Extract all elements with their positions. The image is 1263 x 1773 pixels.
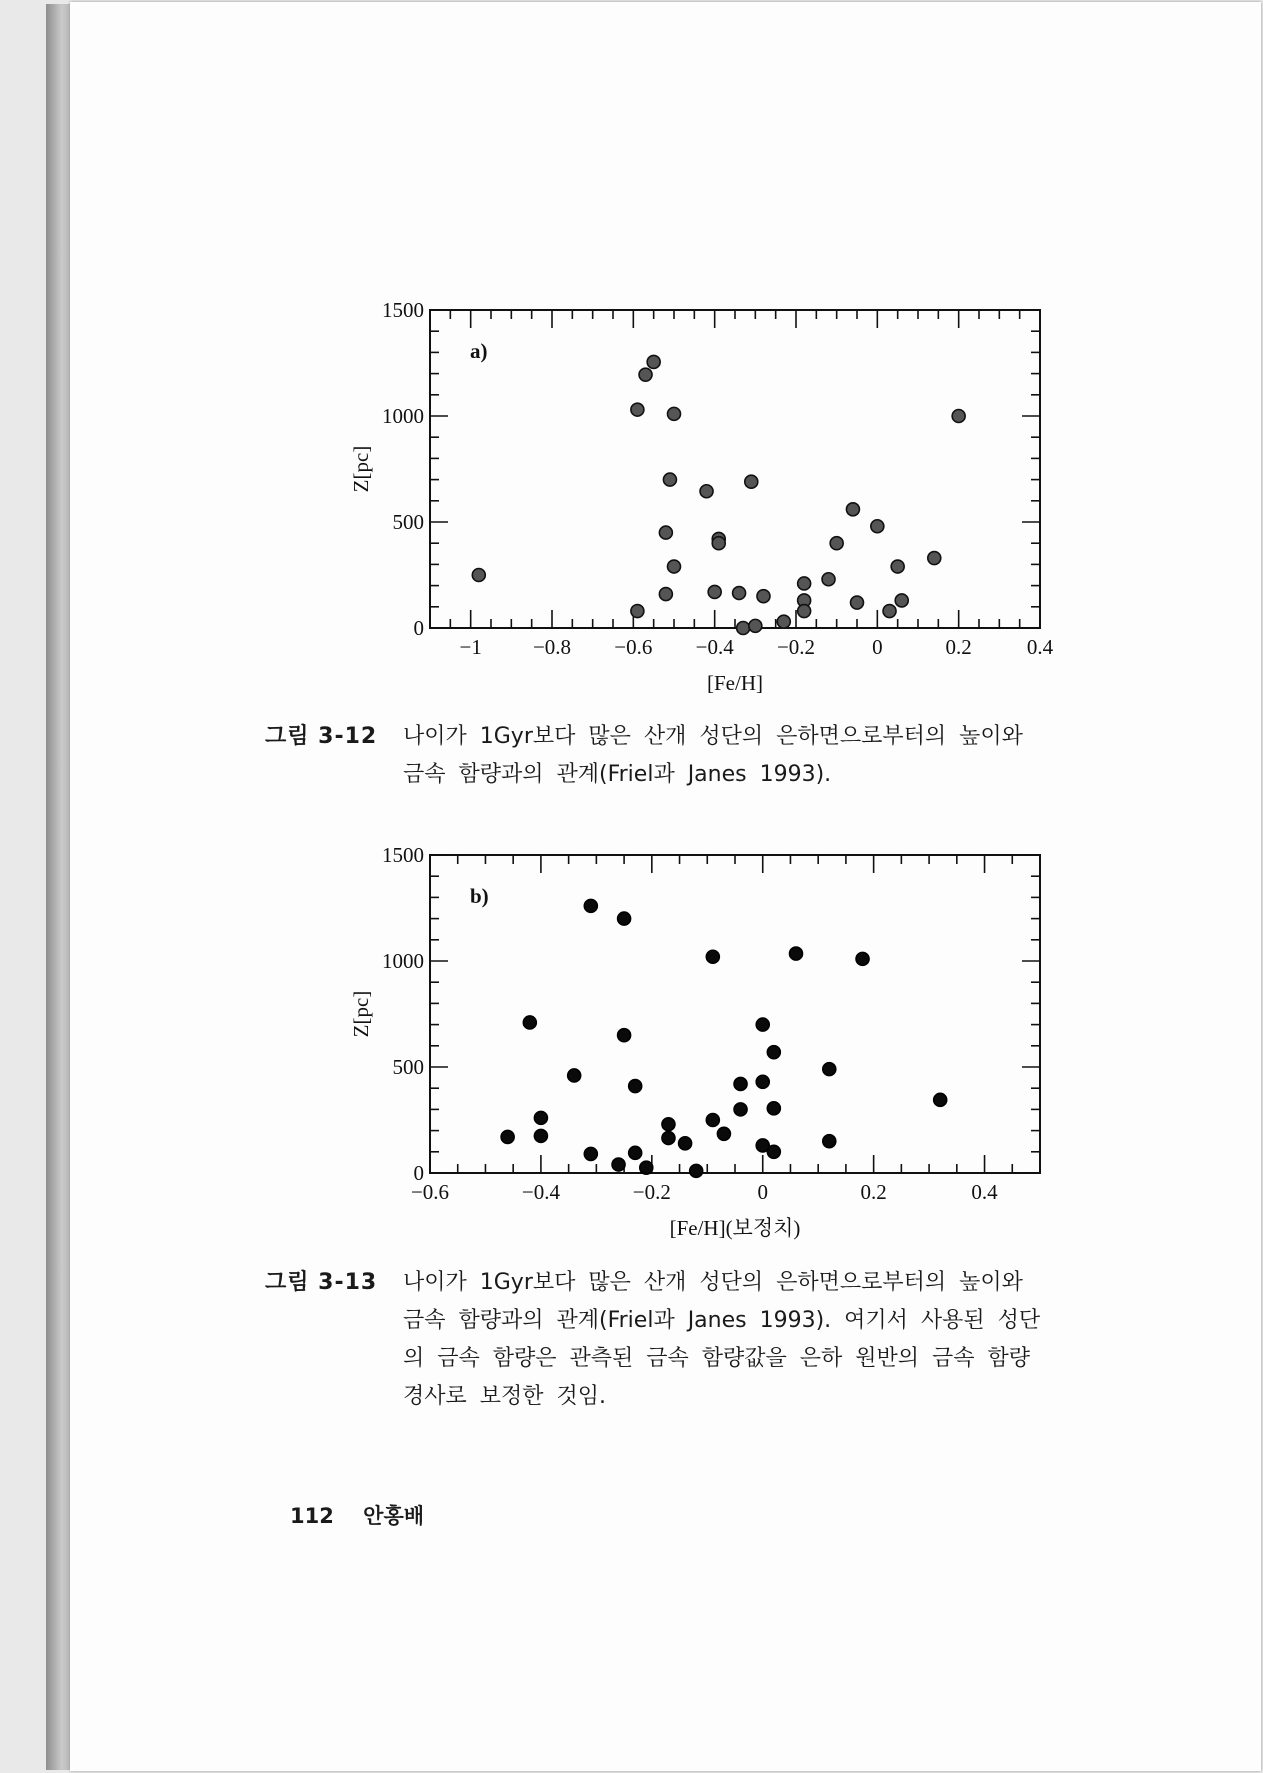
plot-a-data-point [871, 520, 884, 533]
plot-b-data-point [934, 1093, 947, 1106]
plot-a-data-point [851, 596, 864, 609]
caption-3-13-number: 그림 3-13 [265, 1270, 378, 1295]
plot-b-x-tick-label: −0.2 [632, 1180, 671, 1204]
plot-b-data-point [662, 1132, 675, 1145]
plot-b-data-point [734, 1077, 747, 1090]
plot-b-data-point [618, 1029, 631, 1042]
plot-b-data-point [823, 1063, 836, 1076]
plot-a-data-point [749, 619, 762, 632]
plot-a-y-tick-label: 0 [413, 616, 424, 640]
plot-b-plot-frame [430, 855, 1040, 1173]
plot-b-data-point [690, 1164, 703, 1177]
caption-3-13-line: 의 금속 함량은 관측된 금속 함량값을 은하 원반의 금속 함량 [403, 1346, 1030, 1371]
plot-a-data-point [757, 590, 770, 603]
plot-a-y-tick-label: 500 [392, 510, 424, 534]
plot-a-panel-label: a) [470, 339, 488, 363]
plot-b-y-tick-label: 500 [392, 1055, 424, 1079]
plot-a-data-point [647, 355, 660, 368]
plot-a-y-axis-label: Z[pc] [349, 445, 373, 493]
plot-b-data-point [823, 1135, 836, 1148]
plot-b-data-point [734, 1103, 747, 1116]
caption-3-13 [265, 1264, 1135, 1416]
plot-b-x-axis-label: [Fe/H](보정치) [669, 1216, 801, 1240]
page-footer [290, 1500, 424, 1530]
caption-3-13-line: 나이가 1Gyr보다 많은 산개 성단의 은하면으로부터의 높이와 [403, 1270, 1023, 1295]
plot-b-data-point [767, 1102, 780, 1115]
plot-a-data-point [798, 577, 811, 590]
caption-3-12-number: 그림 3-12 [265, 724, 378, 749]
plot-a-y-tick-label: 1500 [382, 298, 424, 322]
plot-b-data-point [706, 1114, 719, 1127]
plot-b-y-tick-label: 1000 [382, 949, 424, 973]
caption-3-12 [265, 718, 1135, 794]
plot-b-y-axis-label: Z[pc] [349, 990, 373, 1038]
plot-b-x-tick-label: 0 [757, 1180, 768, 1204]
plot-a-data-point [830, 537, 843, 550]
plot-a-data-point [659, 526, 672, 539]
plot-a-x-tick-label: 0.4 [1026, 635, 1054, 659]
caption-3-12-line: 금속 함량과의 관계(Friel과 Janes 1993). [403, 762, 832, 787]
plot-a-x-tick-label: −1 [459, 635, 482, 659]
plot-b-data-point [640, 1161, 653, 1174]
plot-b-panel-label: b) [470, 884, 489, 908]
plot-b-data-point [856, 952, 869, 965]
plot-a-data-point [891, 560, 904, 573]
plot-b-y-tick-label: 0 [413, 1161, 424, 1185]
plot-b-data-point [790, 947, 803, 960]
plot-b-data-point [756, 1075, 769, 1088]
plot-a-data-point [883, 605, 896, 618]
plot-b-data-point [662, 1118, 675, 1131]
plot-a-x-tick-label: 0.2 [945, 635, 972, 659]
plot-a-x-tick-label: −0.8 [532, 635, 572, 659]
plot-a-plot-frame [430, 310, 1040, 628]
plot-a-data-point [631, 403, 644, 416]
plot-b-data-point [501, 1130, 514, 1143]
plot-a-data-point [777, 615, 790, 628]
plot-b-data-point [568, 1069, 581, 1082]
plot-a-data-point [737, 622, 750, 635]
plot-a-data-point [668, 407, 681, 420]
plot-b-data-point [584, 899, 597, 912]
plot-b-data-point [523, 1016, 536, 1029]
caption-3-12-line: 나이가 1Gyr보다 많은 산개 성단의 은하면으로부터의 높이와 [403, 724, 1023, 749]
caption-3-13-line: 경사로 보정한 것임. [403, 1384, 606, 1409]
plot-b-x-tick-label: −0.6 [410, 1180, 450, 1204]
plot-a-x-axis-label: [Fe/H] [707, 671, 763, 695]
plot-a-data-point [745, 475, 758, 488]
plot-b-data-point [534, 1129, 547, 1142]
plot-a-data-point [700, 485, 713, 498]
plot-a-x-tick-label: −0.2 [776, 635, 816, 659]
plot-a-data-point [659, 588, 672, 601]
plot-a-data-point [708, 585, 721, 598]
plot-a-data-point [895, 594, 908, 607]
plot-b-data-point [767, 1046, 780, 1059]
plot-a-x-tick-label: −0.4 [695, 635, 734, 659]
plot-b-data-point [584, 1147, 597, 1160]
plot-b-data-point [706, 950, 719, 963]
plot-a-data-point [846, 503, 859, 516]
page-edge [46, 4, 72, 1770]
plot-b-x-tick-label: 0.2 [860, 1180, 887, 1204]
plot-a-data-point [712, 537, 725, 550]
caption-3-13-line: 금속 함량과의 관계(Friel과 Janes 1993). 여기서 사용된 성단 [403, 1308, 1041, 1333]
plot-b-data-point [534, 1111, 547, 1124]
plot-a-data-point [472, 569, 485, 582]
plot-a-x-tick-label: −0.6 [614, 635, 653, 659]
scatter-plot-a [330, 290, 1070, 710]
plot-a-data-point [668, 560, 681, 573]
plot-b-data-point [756, 1018, 769, 1031]
plot-a-data-point [663, 473, 676, 486]
scatter-plot-a-svg [330, 290, 1070, 710]
plot-b-y-tick-label: 1500 [382, 843, 424, 867]
plot-b-data-point [717, 1127, 730, 1140]
scatter-plot-b-svg [330, 835, 1070, 1255]
plot-b-data-point [612, 1158, 625, 1171]
plot-a-data-point [639, 368, 652, 381]
plot-a-data-point [631, 605, 644, 618]
plot-a-data-point [952, 410, 965, 423]
plot-b-data-point [629, 1080, 642, 1093]
plot-b-data-point [629, 1146, 642, 1159]
plot-b-data-point [767, 1145, 780, 1158]
plot-a-data-point [733, 587, 746, 600]
plot-a-data-point [928, 552, 941, 565]
plot-a-x-tick-label: 0 [872, 635, 883, 659]
plot-b-x-tick-label: 0.4 [971, 1180, 998, 1204]
author-name: 안홍배 [363, 1504, 425, 1528]
plot-a-y-tick-label: 1000 [382, 404, 424, 428]
plot-a-data-point [822, 573, 835, 586]
scatter-plot-b [330, 835, 1070, 1255]
plot-b-data-point [618, 912, 631, 925]
page-number: 112 [290, 1504, 334, 1528]
plot-b-x-tick-label: −0.4 [521, 1180, 560, 1204]
plot-a-data-point [798, 605, 811, 618]
plot-b-data-point [679, 1137, 692, 1150]
